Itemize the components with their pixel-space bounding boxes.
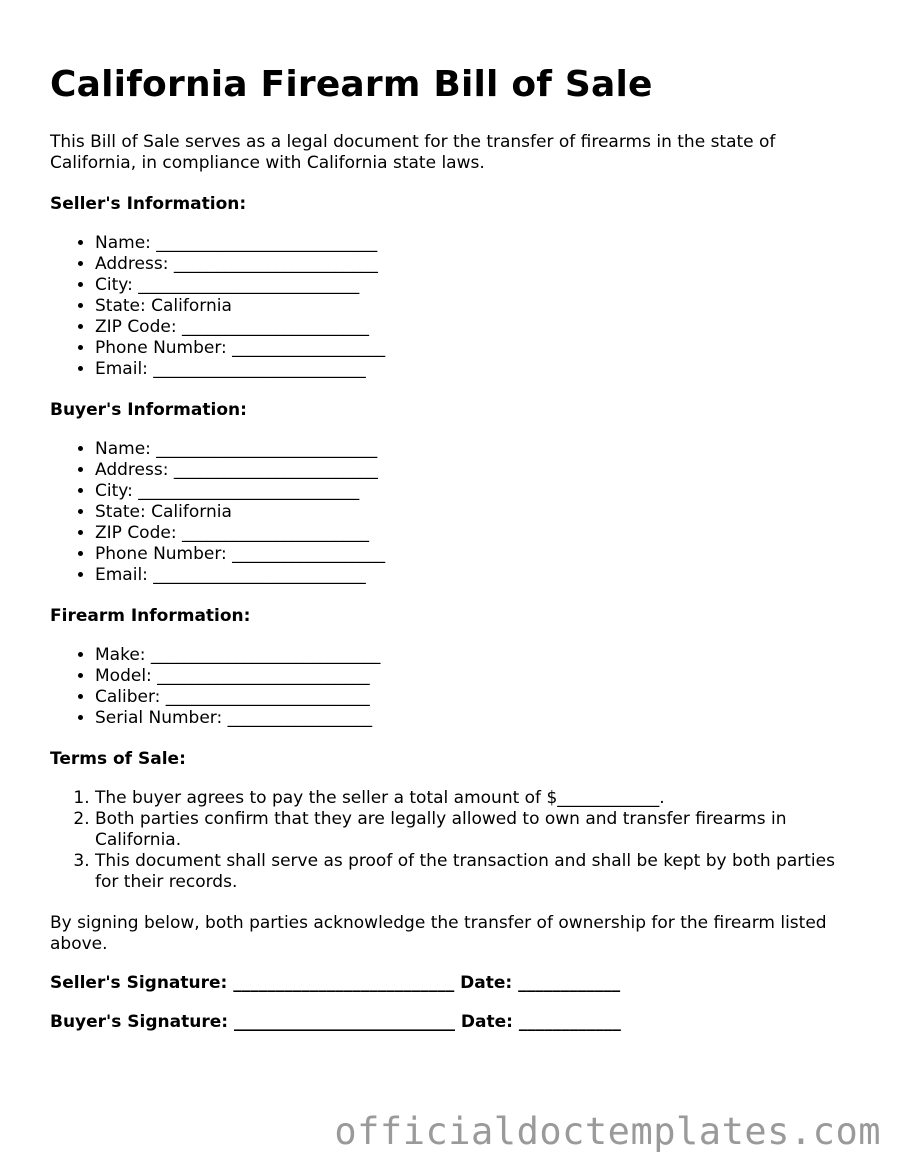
intro-paragraph: This Bill of Sale serves as a legal document for the transfer of firearms in the state of California, in compliance with California state laws. xyxy=(50,132,776,173)
firearm-make-field: • Make: ___________________________ xyxy=(95,645,850,666)
buyer-city-field: • City: __________________________ xyxy=(95,481,850,502)
firearm-heading: Firearm Information: xyxy=(50,606,251,626)
firearm-serial-field: • Serial Number: _________________ xyxy=(95,708,850,729)
buyer-email-field: • Email: _________________________ xyxy=(95,565,850,586)
seller-phone-field: • Phone Number: __________________ xyxy=(95,338,850,359)
buyer-heading: Buyer's Information: xyxy=(50,400,247,420)
seller-signature-line: Seller's Signature: __________________________ Date: ____________ xyxy=(50,973,621,993)
seller-email-field: • Email: _________________________ xyxy=(95,359,850,380)
document-page xyxy=(50,62,850,1033)
terms-list xyxy=(50,788,850,893)
terms-item-payment: 1. The buyer agrees to pay the seller a total amount of $____________. xyxy=(95,788,850,809)
buyer-signature-line: Buyer's Signature: __________________________ Date: ____________ xyxy=(50,1012,621,1032)
seller-info-list xyxy=(50,233,850,380)
document-title: California Firearm Bill of Sale xyxy=(50,64,653,105)
firearm-model-field: • Model: _________________________ xyxy=(95,666,850,687)
buyer-address-field: • Address: ________________________ xyxy=(95,460,850,481)
buyer-phone-field: • Phone Number: __________________ xyxy=(95,544,850,565)
terms-heading: Terms of Sale: xyxy=(50,749,186,769)
buyer-state-field: • State: California xyxy=(95,502,850,523)
buyer-info-list xyxy=(50,439,850,586)
firearm-caliber-field: • Caliber: ________________________ xyxy=(95,687,850,708)
seller-zip-field: • ZIP Code: ______________________ xyxy=(95,317,850,338)
firearm-info-list xyxy=(50,645,850,729)
seller-state-field: • State: California xyxy=(95,296,850,317)
seller-address-field: • Address: ________________________ xyxy=(95,254,850,275)
buyer-zip-field: • ZIP Code: ______________________ xyxy=(95,523,850,544)
watermark: officialdoctemplates.com xyxy=(334,1110,881,1153)
terms-item-proof: 3. This document shall serve as proof of the transaction and shall be kept by both parties for their records. xyxy=(95,851,850,893)
seller-city-field: • City: __________________________ xyxy=(95,275,850,296)
buyer-name-field: • Name: __________________________ xyxy=(95,439,850,460)
acknowledgement-paragraph: By signing below, both parties acknowledge the transfer of ownership for the firearm listed above. xyxy=(50,913,827,954)
terms-item-legality: 2. Both parties confirm that they are legally allowed to own and transfer firearms in California. xyxy=(95,809,850,851)
seller-name-field: • Name: __________________________ xyxy=(95,233,850,254)
seller-heading: Seller's Information: xyxy=(50,194,247,214)
